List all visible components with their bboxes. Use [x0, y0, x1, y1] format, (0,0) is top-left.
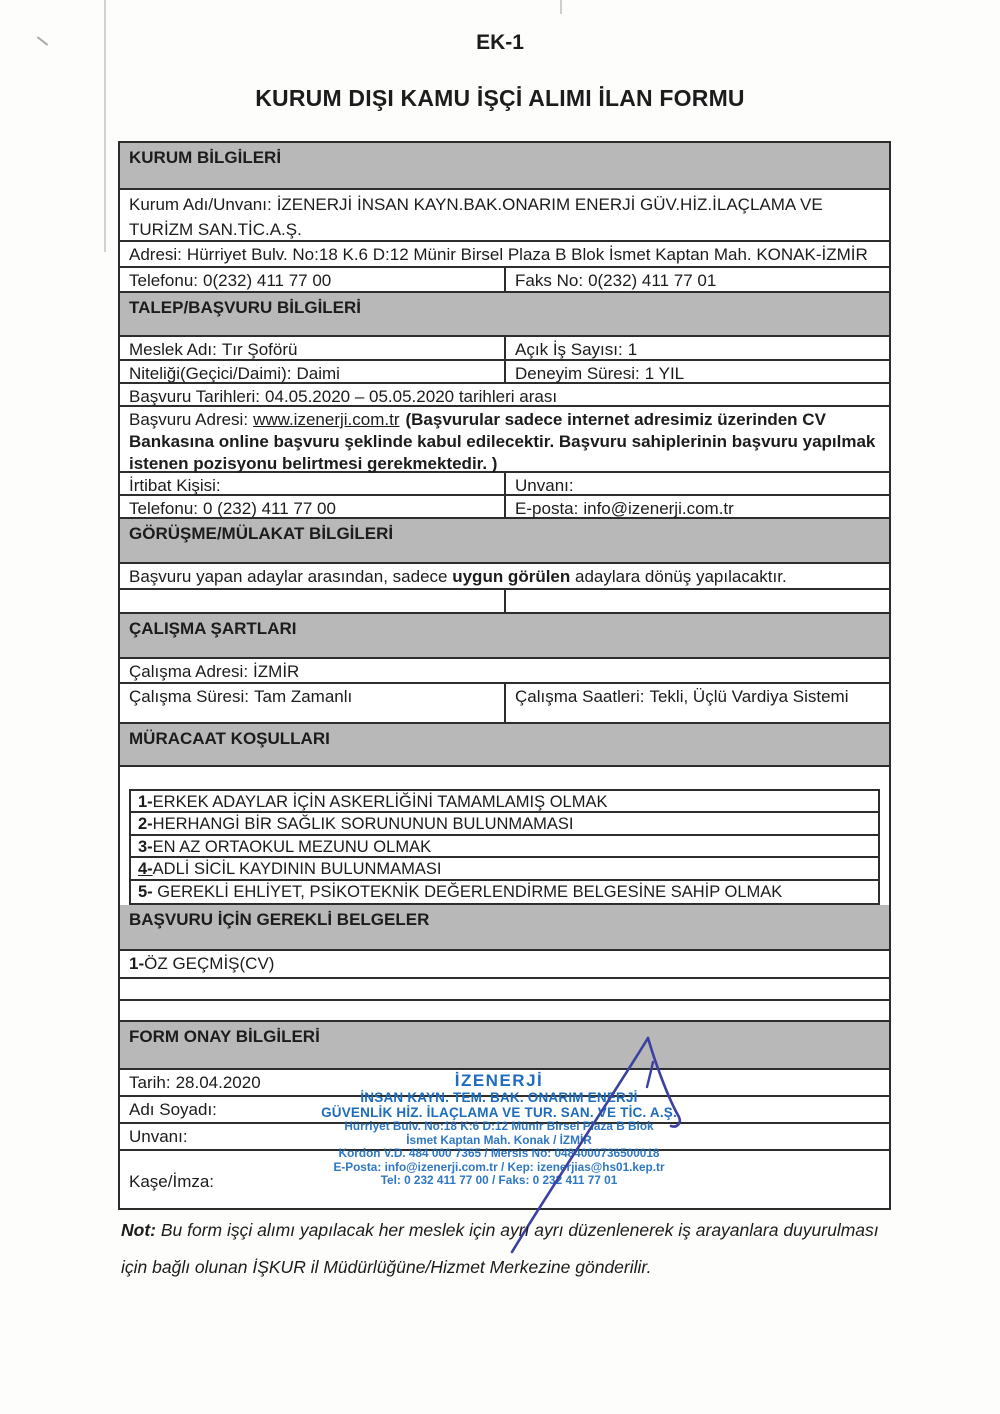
row-basvuru-adresi — [120, 407, 889, 473]
section-header-form-onay — [120, 1022, 889, 1070]
row-onay-tarih — [120, 1070, 889, 1097]
muracaat-item-1 — [131, 791, 878, 813]
muracaat-item-5 — [131, 881, 878, 903]
stamp-line: Tel: 0 232 411 77 00 / Faks: 0 232 411 77 01 — [380, 1173, 618, 1188]
basvuru-adres-note: (Başvurular sadece internet adresimiz üzerinden CV Bankasına online başvuru şeklinde kabul edilecektir. Başvuru sahiplerinin başvuru yapılmak istenen pozisyonu belirtmesi gerekmektedir. ) — [129, 410, 876, 473]
tarih-value: 04.05.2020 – 05.05.2020 tarihleri arası — [265, 387, 558, 406]
stamp-line: Kordon V.D. 484 000 7365 / Mersis No: 0484000736500018 — [338, 1146, 660, 1161]
onay-kase-label: Kaşe/İmza: — [129, 1171, 215, 1191]
cell-empty-right — [506, 590, 889, 612]
form-table — [118, 141, 891, 1210]
cell-acik-is — [506, 337, 889, 359]
row-telefon-faks — [120, 268, 889, 293]
cell-unvan — [506, 473, 889, 494]
eposta-value: info@izenerji.com.tr — [583, 499, 734, 518]
item-text: ERKEK ADAYLAR İÇİN ASKERLİĞİNİ TAMAMLAMIŞ OLMAK — [152, 793, 608, 811]
row-calisma-adresi — [120, 659, 889, 684]
deneyim-label: Deneyim Süresi: — [515, 364, 640, 383]
cell-irtibat — [120, 473, 506, 494]
tarih-label: Başvuru Tarihleri: — [129, 387, 261, 406]
section-header-muracaat-kosullari — [120, 724, 889, 767]
row-sure-saat — [120, 684, 889, 724]
row-nitelik-deneyim — [120, 361, 889, 384]
cell-telefon-2 — [120, 496, 506, 517]
item-num: 1- — [138, 793, 153, 811]
form-title: KURUM DIŞI KAMU İŞÇİ ALIMI İLAN FORMU — [255, 85, 745, 111]
row-muracaat-gap — [120, 767, 889, 789]
nitelik-value: Daimi — [296, 364, 340, 383]
stamp-line: GÜVENLİK HİZ. İLAÇLAMA VE TUR. SAN. VE TİC. A.Ş. — [321, 1105, 677, 1120]
meslek-value: Tır Şoförü — [221, 340, 298, 359]
unvan-label: Unvanı: — [515, 476, 574, 495]
belge-text: ÖZ GEÇMİŞ(CV) — [144, 953, 275, 973]
basvuru-adres-link: www.izenerji.com.tr — [253, 410, 400, 429]
cell-telefon — [120, 268, 506, 291]
basvuru-adres-label: Başvuru Adresi: — [129, 410, 249, 429]
note-label: Not: — [121, 1220, 156, 1240]
row-onay-adsoyad — [120, 1097, 889, 1124]
meslek-label: Meslek Adı: — [129, 340, 217, 359]
row-adres — [120, 242, 889, 268]
stamp-line: Hürriyet Bulv. No:18 K:6 D:12 Münir Birsel Plaza B Blok — [344, 1119, 654, 1133]
irtibat-label: İrtibat Kişisi: — [129, 476, 221, 495]
onay-tarih-value: 28.04.2020 — [175, 1072, 261, 1092]
gorusme-text-pre: Başvuru yapan adaylar arasından, sadece — [129, 567, 453, 586]
row-meslek-acikis — [120, 337, 889, 361]
scan-artifact-line-2 — [560, 0, 562, 14]
cell-faks — [506, 268, 889, 291]
item-num: 3- — [138, 837, 153, 856]
section-header-talep-basvuru — [120, 293, 889, 337]
muracaat-list — [129, 789, 880, 905]
stamp-line: İNSAN KAYN. TEM. BAK. ONARIM ENERJİ — [360, 1090, 638, 1105]
item-num: 2- — [138, 815, 153, 834]
row-basvuru-tarihleri — [120, 384, 889, 407]
gorusme-text-bold: uygun görülen — [452, 567, 571, 586]
telefon2-value: 0 (232) 411 77 00 — [203, 499, 336, 518]
row-kurum-adi — [120, 190, 889, 242]
footer-note — [121, 1212, 909, 1286]
row-ozgecmis — [120, 951, 889, 979]
row-gorusme-text — [120, 564, 889, 590]
faks-value: 0(232) 411 77 01 — [588, 271, 717, 290]
row-irtibat-unvan — [120, 473, 889, 496]
acik-is-value: 1 — [627, 340, 638, 359]
sure-label: Çalışma Süresi: — [129, 687, 249, 706]
cell-deneyim — [506, 361, 889, 382]
adres-label: Adresi: — [129, 245, 182, 264]
item-text: GEREKLİ EHLİYET, PSİKOTEKNİK DEĞERLENDİRME BELGESİNE SAHİP OLMAK — [152, 882, 783, 901]
cell-eposta — [506, 496, 889, 517]
row-belgeler-empty-2 — [120, 1001, 889, 1022]
section-header-calisma-sartlari — [120, 614, 889, 659]
nitelik-label: Niteliği(Geçici/Daimi): — [129, 364, 292, 383]
item-num: 4- — [138, 860, 153, 879]
cell-calisma-saatleri — [506, 684, 889, 722]
row-gorusme-empty — [120, 590, 889, 614]
section-title: ÇALIŞMA ŞARTLARI — [129, 619, 297, 638]
telefon2-label: Telefonu: — [129, 499, 198, 518]
cell-calisma-suresi — [120, 684, 506, 722]
gorusme-text-post: adaylara dönüş yapılacaktır. — [570, 567, 787, 586]
section-title: GÖRÜŞME/MÜLAKAT BİLGİLERİ — [129, 524, 394, 543]
item-num: 5- — [138, 882, 153, 901]
kurum-adi-value: İZENERJİ İNSAN KAYN.BAK.ONARIM ENERJİ GÜV.HİZ.İLAÇLAMA VE TURİZM SAN.TİC.A.Ş. — [129, 195, 823, 239]
section-header-kurum-bilgileri — [120, 143, 889, 190]
section-title: BAŞVURU İÇİN GEREKLİ BELGELER — [129, 909, 430, 929]
cell-nitelik — [120, 361, 506, 382]
note-text: Bu form işçi alımı yapılacak her meslek için ayrı ayrı düzenlenerek iş arayanlara duyurulması için bağlı olunan İŞKUR il Müdürlüğüne/Hizmet Merkezine gönderilir. — [121, 1220, 879, 1277]
stamp-company-name: İZENERJİ — [454, 1071, 544, 1090]
row-belgeler-empty-1 — [120, 979, 889, 1001]
row-onay-unvan — [120, 1124, 889, 1151]
calisma-adres-label: Çalışma Adresi: — [129, 662, 249, 681]
stamp-line: İsmet Kaptan Mah. Konak / İZMİR — [406, 1132, 592, 1147]
section-header-gerekli-belgeler — [120, 905, 889, 951]
onay-unvan-label: Unvanı: — [129, 1126, 188, 1146]
faks-label: Faks No: — [515, 271, 584, 290]
telefon-value: 0(232) 411 77 00 — [203, 271, 332, 290]
muracaat-item-4 — [131, 858, 878, 880]
cell-empty-left — [120, 590, 506, 612]
kurum-adi-label: Kurum Adı/Unvanı: — [129, 195, 272, 214]
row-onay-kase-imza — [120, 1151, 889, 1208]
sure-value: Tam Zamanlı — [253, 687, 353, 706]
belge-num: 1- — [129, 953, 145, 973]
row-telefon-eposta — [120, 496, 889, 519]
section-title: KURUM BİLGİLERİ — [129, 148, 282, 167]
deneyim-value: 1 YIL — [644, 364, 685, 383]
onay-tarih-label: Tarih: — [129, 1072, 171, 1092]
section-header-gorusme-mulakat — [120, 519, 889, 564]
muracaat-item-2 — [131, 813, 878, 835]
section-title: TALEP/BAŞVURU BİLGİLERİ — [129, 298, 362, 317]
item-text: EN AZ ORTAOKUL MEZUNU OLMAK — [152, 837, 432, 856]
cell-meslek — [120, 337, 506, 359]
doc-tag: EK-1 — [476, 31, 524, 54]
eposta-label: E-posta: — [515, 499, 579, 518]
calisma-adres-value: İZMİR — [253, 662, 300, 681]
section-title: MÜRACAAT KOŞULLARI — [129, 729, 330, 748]
stamp-line: E-Posta: info@izenerji.com.tr / Kep: izenerjias@hs01.kep.tr — [333, 1159, 665, 1174]
item-text: ADLİ SİCİL KAYDININ BULUNMAMASI — [152, 860, 442, 879]
onay-adsoyad-label: Adı Soyadı: — [129, 1099, 217, 1119]
acik-is-label: Açık İş Sayısı: — [515, 340, 623, 359]
saat-value: Tekli, Üçlü Vardiya Sistemi — [649, 687, 849, 706]
adres-value: Hürriyet Bulv. No:18 K.6 D:12 Münir Birsel Plaza B Blok İsmet Kaptan Mah. KONAK-İZMİR — [186, 245, 868, 264]
telefon-label: Telefonu: — [129, 271, 198, 290]
muracaat-item-3 — [131, 836, 878, 858]
item-text: HERHANGİ BİR SAĞLIK SORUNUNUN BULUNMAMASI — [152, 815, 574, 834]
saat-label: Çalışma Saatleri: — [515, 687, 645, 706]
section-title: FORM ONAY BİLGİLERİ — [129, 1026, 320, 1046]
